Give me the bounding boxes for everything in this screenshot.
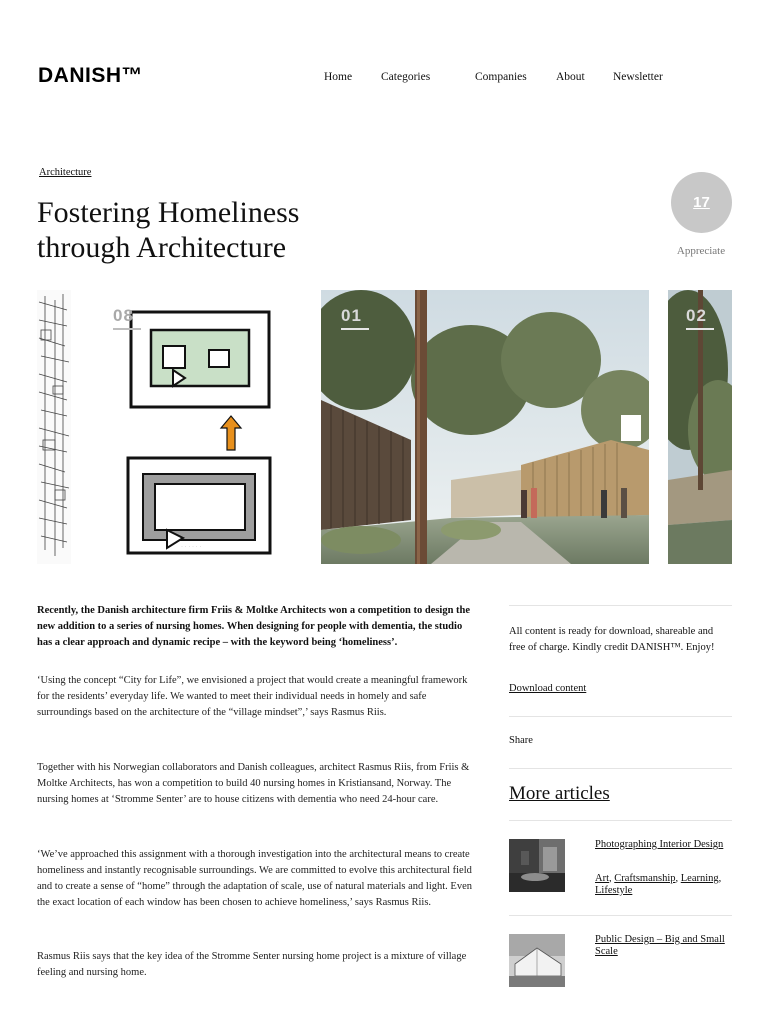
category-link[interactable]: Architecture bbox=[39, 167, 92, 178]
svg-text:· · · · · ·: · · · · · · bbox=[181, 544, 202, 550]
gallery-gap bbox=[649, 290, 668, 564]
tag-link[interactable]: Art bbox=[595, 873, 609, 884]
sidebar-divider bbox=[509, 605, 732, 606]
tag-link[interactable]: Learning bbox=[680, 873, 719, 884]
slide-number-02: 02 bbox=[686, 306, 707, 325]
architecture-photo-2 bbox=[668, 290, 732, 564]
tag-link[interactable]: Craftsmanship bbox=[614, 873, 676, 884]
nav-item-newsletter[interactable]: Newsletter bbox=[613, 71, 663, 83]
nav-item-about[interactable]: About bbox=[556, 71, 585, 83]
nav-item-home[interactable]: Home bbox=[324, 71, 353, 83]
sidebar-divider bbox=[509, 716, 732, 717]
more-article-item[interactable] bbox=[509, 934, 732, 987]
article-paragraph-1: ‘Using the concept “City for Life”, we envisioned a project that would create a meaningful framework for the residents’ everyday life. We wanted to meet their individual needs in homely and safe surroundings based on the architecture of the “village mindset”,’ says Rasmus Riis. bbox=[37, 675, 468, 718]
article-thumbnail[interactable] bbox=[509, 934, 565, 987]
article-tags: Art, Craftsmanship, Learning, Lifestyle bbox=[595, 873, 722, 896]
article-paragraph-3: ‘We’ve approached this assignment with a thorough investigation into the architectural means to create homeliness and instantly recognisable surroundings. We are committed to evolve this architectural field and to create a sense of “home” through the adaptation of scale, use of natural materials and light. Even the exact location of each window has been chosen to achieve homeliness,’ says Rasmus Riis. bbox=[37, 849, 473, 908]
appreciate-count: 17 bbox=[693, 194, 710, 211]
article-intro: Recently, the Danish architecture firm Friis & Moltke Architects won a competition to design the new addition to a series of nursing homes. When designing for people with dementia, the studio has a clear approach and dynamic recipe – with the keyword being ‘homeliness’. bbox=[37, 605, 471, 648]
appreciate-button[interactable] bbox=[671, 172, 732, 233]
download-content-link[interactable]: Download content bbox=[509, 683, 587, 694]
tag-link[interactable]: Lifestyle bbox=[595, 885, 633, 896]
page-title-line-1: Fostering Homeliness bbox=[37, 196, 300, 229]
more-article-item[interactable] bbox=[509, 839, 732, 899]
slide-number-08: 08 bbox=[113, 306, 134, 325]
nav-item-companies[interactable]: Companies bbox=[475, 71, 527, 83]
page-title bbox=[37, 195, 397, 265]
site-logo[interactable]: DANISH™ bbox=[38, 64, 144, 87]
article-paragraph-2: Together with his Norwegian collaborators and Danish colleagues, architect Rasmus Riis, from Friis & Moltke Architects, has won a competition to build 40 nursing homes in Kristiansand, Norway. The nursing homes at ‘Stromme Senter’ are to house citizens with dementia who need 24-hour care. bbox=[37, 762, 470, 805]
article-title-link[interactable]: Photographing Interior Design bbox=[595, 839, 724, 850]
slide-number-01: 01 bbox=[341, 306, 362, 325]
architecture-photo-1 bbox=[321, 290, 649, 564]
image-gallery[interactable] bbox=[37, 290, 732, 564]
slide-number-underline bbox=[341, 328, 369, 330]
gallery-slide-sketch[interactable] bbox=[37, 290, 71, 564]
sidebar-divider bbox=[509, 768, 732, 769]
sidebar-divider bbox=[509, 820, 732, 821]
article-title-link[interactable]: Public Design – Big and Small Scale bbox=[595, 934, 725, 957]
gallery-slide-photo-02[interactable] bbox=[668, 290, 732, 564]
slide-number-underline bbox=[686, 328, 714, 330]
interior-photo-thumbnail bbox=[509, 839, 565, 892]
nav-item-categories[interactable]: Categories bbox=[381, 71, 431, 83]
download-info-text: All content is ready for download, shareable and free of charge. Kindly credit DANISH™. Enjoy! bbox=[509, 626, 715, 653]
article-thumbnail[interactable] bbox=[509, 839, 565, 892]
article-paragraph-4: Rasmus Riis says that the key idea of the Stromme Senter nursing home project is a mixture of village feeling and nursing home. bbox=[37, 951, 467, 978]
more-articles-heading[interactable]: More articles bbox=[509, 783, 610, 804]
appreciate-label: Appreciate bbox=[676, 245, 726, 257]
share-button[interactable]: Share bbox=[509, 735, 533, 746]
sketch-image bbox=[37, 290, 71, 564]
page-title-line-2: through Architecture bbox=[37, 231, 287, 264]
slide-number-underline bbox=[113, 328, 141, 330]
gallery-slide-photo-01[interactable] bbox=[321, 290, 649, 564]
sidebar-divider bbox=[509, 915, 732, 916]
diagram-image bbox=[71, 290, 321, 564]
gallery-slide-diagram[interactable] bbox=[71, 290, 321, 564]
public-design-photo-thumbnail bbox=[509, 934, 565, 987]
